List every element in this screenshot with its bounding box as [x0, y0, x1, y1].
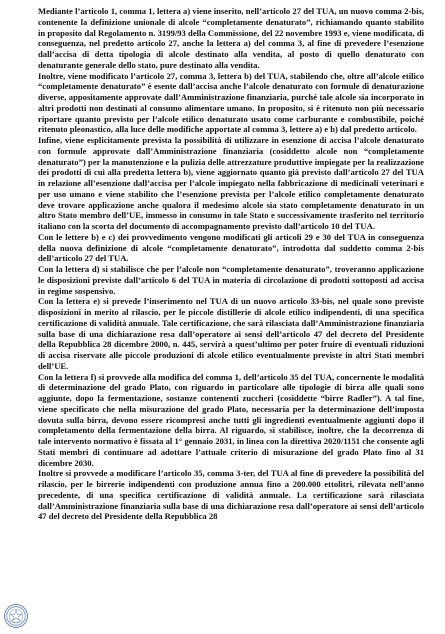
paragraph-letter-d: Con la lettera d) si stabilisce che per l’alcole non “completamente denaturato”, troveranno applicazione le disposizioni previste dall’articolo 6 del TUA in materia di circolazione di prodotti sottoposti ad accisa in regime sospensivo.: [38, 264, 424, 296]
paragraph-letter-f: Con la lettera f) si provvede alla modifica del comma 1, dell’articolo 35 del TUA, concernente le modalità di determinazione del grado Plato, con riguardo in particolare alle tipologie di birra alle quali sono aggiunte, dopo la fermentazione, sostanze contenenti zuccheri (cosiddette “birre Radler”). A tal fine, viene specificato che nella misurazione del grado Plato, necessaria per la determinazione dell’imposta dovuta sulla birra, devono essere ricompresi anche tutti gli ingredienti eventualmente aggiunti dopo il completamento della fermentazione della birra. Al riguardo, si stabilisce, inoltre, che la decorrenza di tale intervento normativo è fissata al 1° gennaio 2031, in linea con la direttiva 2020/1151 che consente agli Stati membri di continuare ad adottare l’attuale criterio di misurazione del grado Plato fino al 31 dicembre 2030.: [38, 371, 424, 468]
paragraph-article-35-comma-3-ter: Inoltre si provvede a modificare l’articolo 35, comma 3-ter, del TUA al fine di prevedere la possibilità del rilascio, per le birrerie indipendenti con produzione annua fino a 200.000 ettolitri, rilevata nell’anno precedente, di una specifica certificazione di validità annuale. La certificazione sarà rilasciata dall’Amministrazione finanziaria sulla base di una dichiarazione resa dall’operatore ai sensi dell’articolo 47 del decreto del Presidente della Repubblica 28: [38, 468, 424, 522]
paragraph-letters-b-c: Con le lettere b) e c) dei provvedimento vengono modificati gli articoli 29 e 30 del TUA in conseguenza della nuova definizione di alcole “completamente denaturato”, introdotta dal suddetto comma 2-bis dell’articolo 27 del TUA.: [38, 231, 424, 264]
paragraph-article-27-letter-b: Inoltre, viene modificato l’articolo 27, comma 3, lettera b) del TUA, stabilendo che, oltre all’alcole etilico “completamente denaturato” è esente dall’accisa anche l’alcole denaturato con formule di denaturazione diverse, appositamente approvate dall’Amministrazione finanziaria, purché tale alcole sia incorporato in altri prodotti non destinati al consumo alimentare umano. In proposito, si è ritenuto non più necessario riportare quanto previsto per l’alcole etilico denaturato usato come carburante e combustibile, poiché ritenuto pleonastico, alla luce delle modifiche apportate al comma 3, lettere a) e b) dal predetto articolo.: [38, 70, 424, 135]
paragraph-article-1-letter-a: Mediante l’articolo 1, comma 1, lettera a) viene inserito, nell’articolo 27 del TUA, un nuovo comma 2-bis, contenente la definizione unionale di alcole “completamente denaturato”, richiamando quanto stabilito in proposito dal Regolamento n. 3199/93 della Commissione, del 22 novembre 1993 e, viene modificata, di conseguenza, nel predetto articolo 27, anche la lettera a) del comma 3, al fine di prevedere l’esenzione dall’accisa di detta tipologia di alcole destinato alla vendita, al posto di quello denaturato con denaturante generale dello stato, pure destinato alla vendita.: [38, 6, 424, 70]
paragraph-letter-e: Con la lettera e) si prevede l’inserimento nel TUA di un nuovo articolo 33-bis, nel quale sono previste disposizioni in merito al rilascio, per le piccole distillerie di alcole etilico indipendenti, di una specifica certificazione di validità annuale. Tale certificazione, che sarà rilasciata dall’Amministrazione finanziaria sulla base di una dichiarazione resa dall’operatore ai sensi dell’articolo 47 del decreto del Presidente della Repubblica 28 dicembre 2000, n. 445, servirà a quest’ultimo per poter fruire di eventuali riduzioni di accisa riservate alle piccole produzioni di alcole etilico eventualmente previste in altri Stati membri dell’UE.: [38, 296, 424, 371]
document-body: [38, 6, 424, 522]
seal-emblem: [5, 605, 27, 627]
paragraph-denatured-alcohol-exemption: Infine, viene esplicitamente prevista la possibilità di utilizzare in esenzione di accisa l’alcole denaturato con formule approvate dall’Amministrazione finanziaria (cosiddetto alcole non “completamente denaturato”) per la manutenzione e la pulizia delle attrezzature produttive impiegate per la realizzazione dei prodotti di cui alla predetta lettera b), viene aggiornato quanto già previsto dall’articolo 27 del TUA in relazione all’esenzione dall’accisa per l’alcole impiegato nella fabbricazione di medicinali veterinari e per uso umano e viene stabilito che l’esenzione prevista per l’alcole etilico completamente denaturato deve trovare applicazione anche qualora il medesimo alcole sia stato completamente denaturato in un altro Stato membro dell’UE, immesso in consumo in tale Stato e successivamente trasferito nel territorio italiano con la scorta del documento di accompagnamento previsto dall’articolo 10 del TUA.: [38, 135, 424, 231]
seal-stamp-icon: [4, 604, 28, 628]
